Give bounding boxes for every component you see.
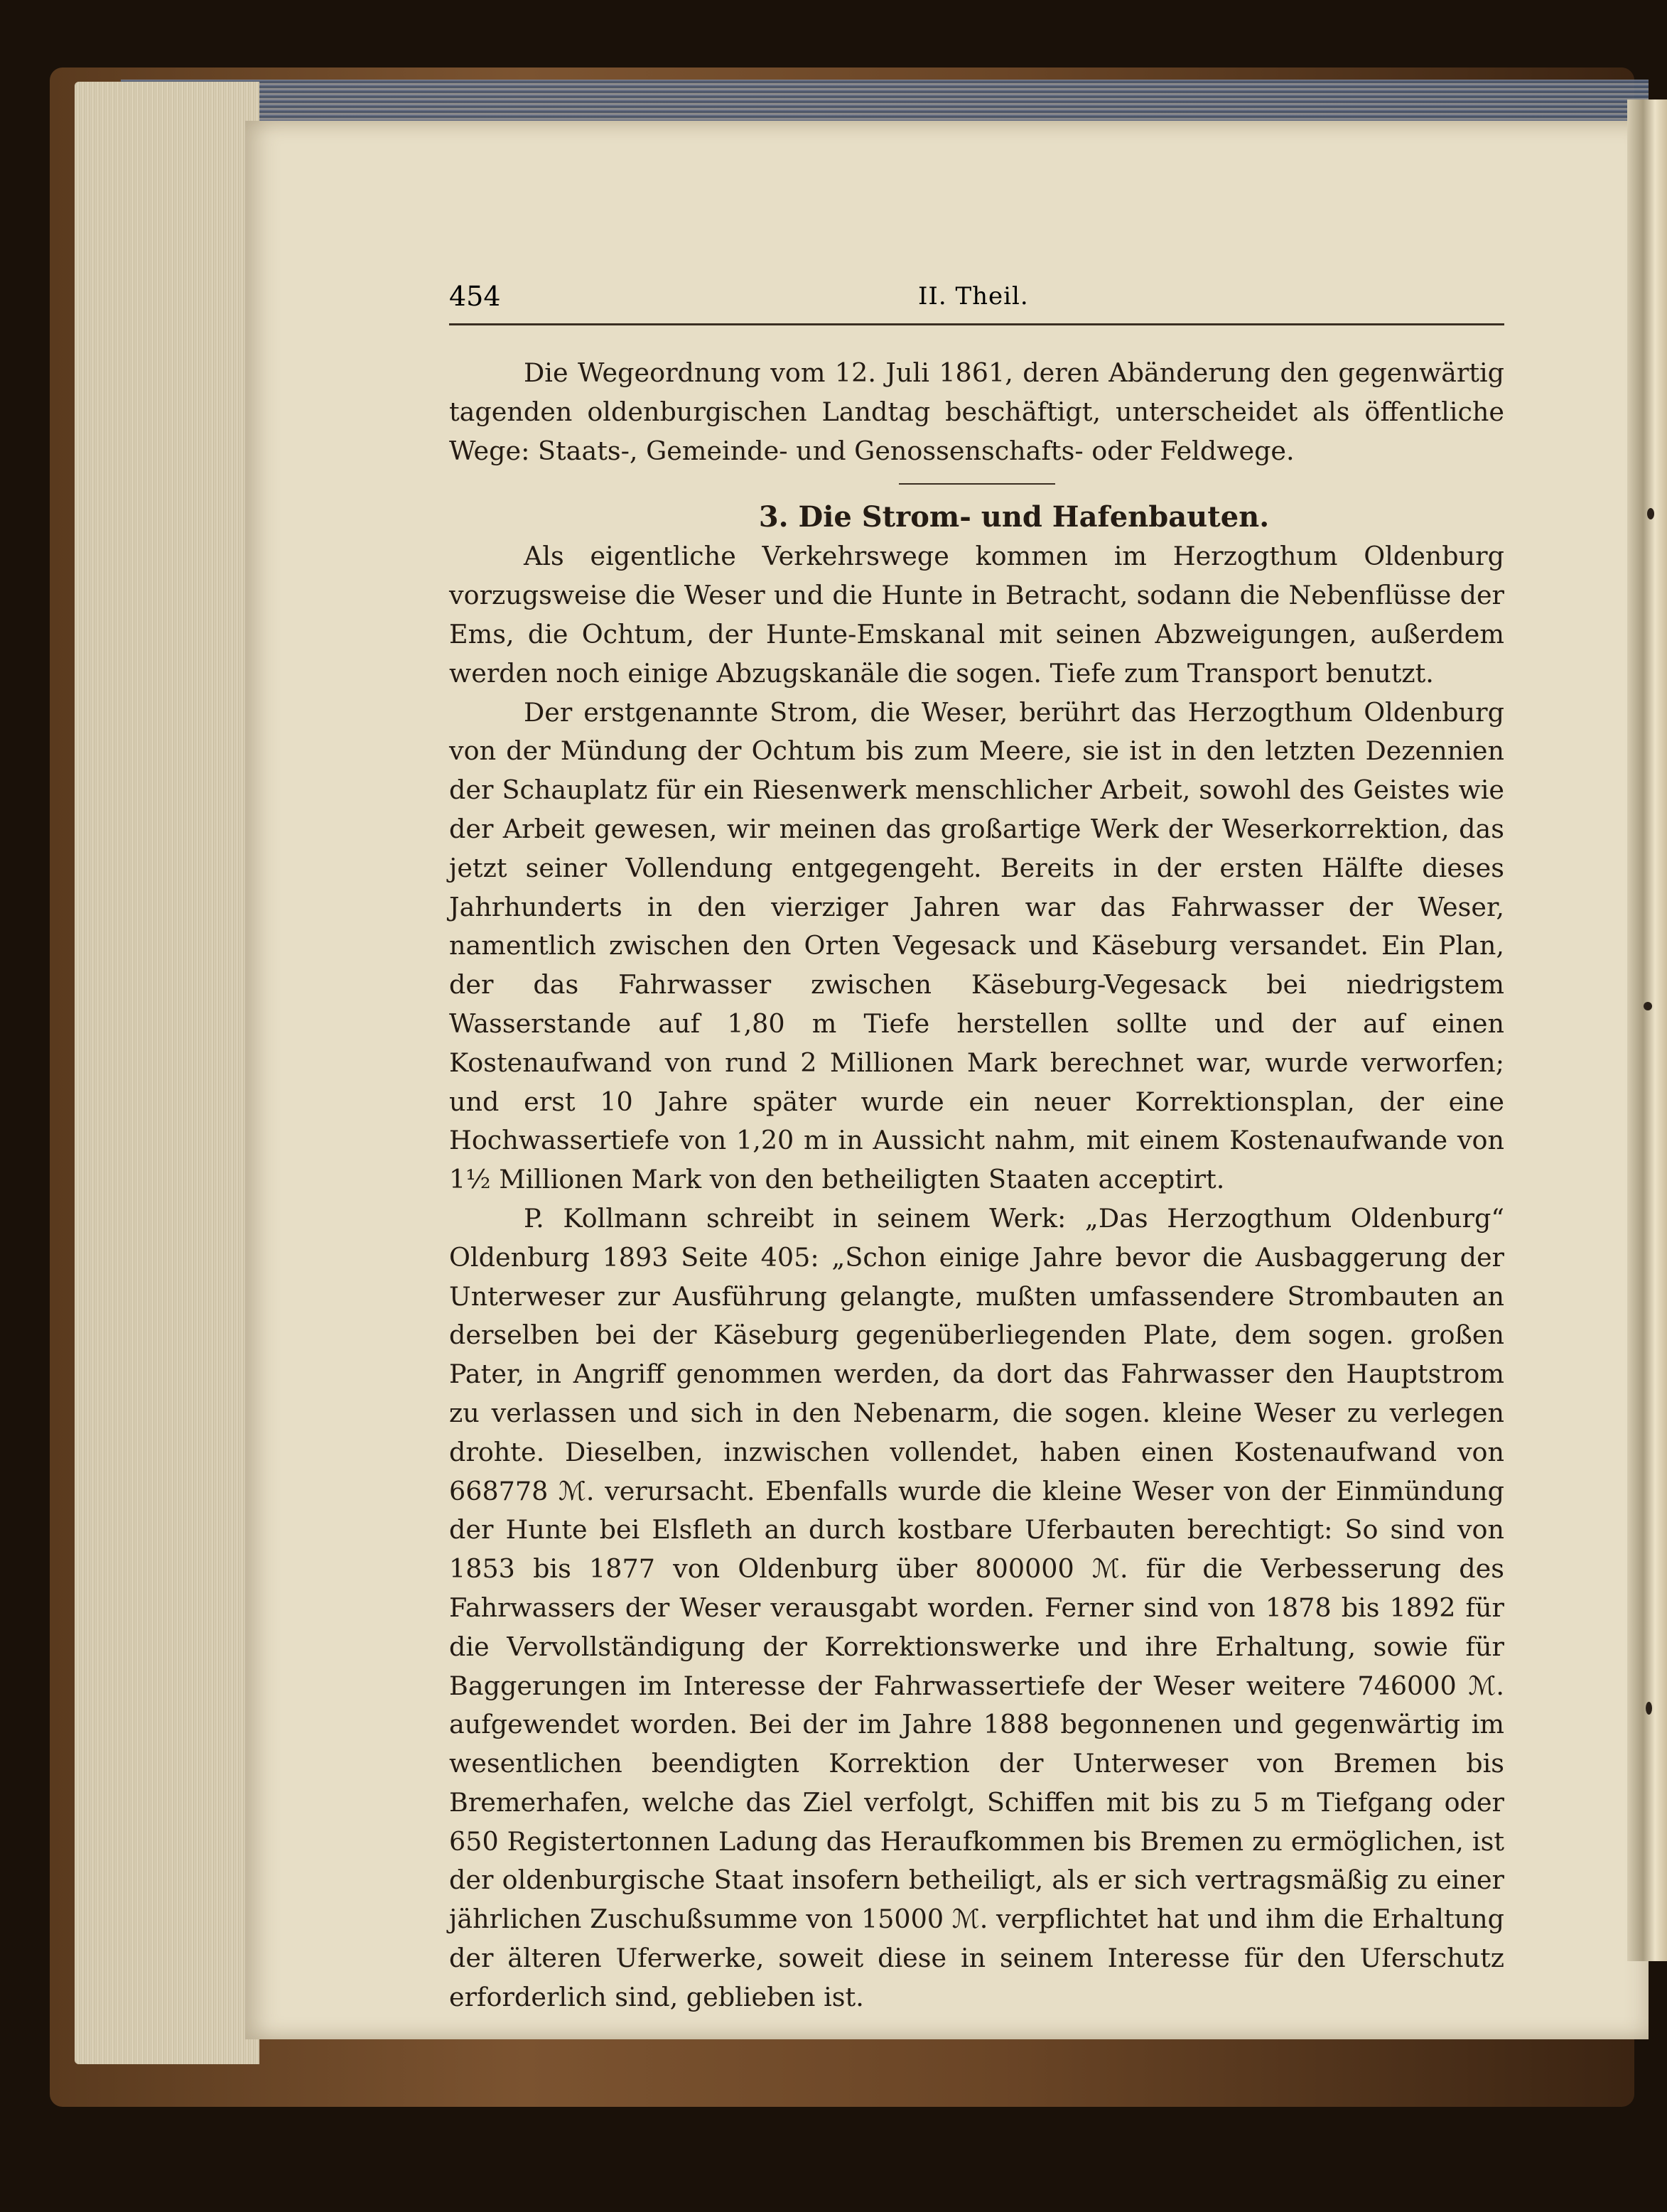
running-head: II. Theil.	[918, 282, 1029, 311]
page-header	[449, 281, 1504, 325]
section-title: 3. Die Strom- und Hafenbauten.	[758, 500, 1270, 534]
paragraph: Der erstgenannte Strom, die Weser, berührt das Herzogthum Oldenburg von der Mündung der Ochtum bis zum Meere, sie ist in den letzten Dezennien der Schauplatz für ein Riesenwerk menschlicher Arbeit, sowohl des Geistes wie der Arbeit gewesen, wir meinen das großartige Werk der Weserkorrektion, das jetzt seiner Vollendung entgegengeht. Bereits in der ersten Hälfte dieses Jahrhunderts in den vierziger Jahren war das Fahrwasser der Weser, namentlich zwischen den Orten Vegesack und Käseburg versandet. Ein Plan, der das Fahrwasser zwischen Käseburg-Vegesack bei niedrigstem Wasserstande auf 1,80 m Tiefe herstellen sollte und der auf einen Kostenaufwand von rund 2 Millionen Mark berechnet war, wurde verworfen; und erst 10 Jahre später wurde ein neuer Korrektionsplan, der eine Hochwassertiefe von 1,20 m in Aussicht nahm, mit einem Kostenaufwande von 1½ Millionen Mark von den betheiligten Staaten acceptirt.	[449, 696, 1504, 1195]
paragraph: Die Wegeordnung vom 12. Juli 1861, deren Abänderung den gegenwärtig tagenden oldenburgischen Landtag beschäftigt, unterscheidet als öffentliche Wege: Staats-, Gemeinde- und Genossenschafts- oder Feldwege.	[449, 357, 1504, 466]
stacked-page-edges	[75, 82, 259, 2064]
ink-speck	[1647, 508, 1654, 519]
ink-speck	[1646, 1702, 1652, 1715]
page-number: 454	[449, 281, 501, 312]
page-top-edges	[121, 80, 1649, 122]
paragraph: P. Kollmann schreibt in seinem Werk: „Das Herzogthum Oldenburg“ Oldenburg 1893 Seite 405: „Schon einige Jahre bevor die Ausbaggerung der Unterweser zur Ausführung gelangte, mußten umfassendere Strombauten an derselben bei der Käseburg gegenüberliegenden Plate, dem sogen. großen Pater, in Angriff genommen werden, da dort das Fahrwasser den Hauptstrom zu verlassen und sich in den Nebenarm, die sogen. kleine Weser zu verlegen drohte. Dieselben, inzwischen vollendet, haben einen Kostenaufwand von 668778 ℳ. verursacht. Ebenfalls wurde die kleine Weser von der Einmündung der Hunte bei Elsfleth an durch kostbare Uferbauten berechtigt: So sind von 1853 bis 1877 von Oldenburg über 800000 ℳ. für die Verbesserung des Fahrwassers der Weser verausgabt worden. Ferner sind von 1878 bis 1892 für die Vervollständigung der Korrektionswerke und ihre Erhaltung, sowie für Baggerungen im Interesse der Fahrwassertiefe der Weser weitere 746000 ℳ. aufgewendet worden. Bei der im Jahre 1888 begonnenen und gegenwärtig im wesentlichen beendigten Korrektion der Unterweser von Bremen bis Bremerhafen, welche das Ziel verfolgt, Schiffen mit bis zu 5 m Tiefgang oder 650 Registertonnen Ladung das Heraufkommen bis Bremen zu ermöglichen, ist der oldenburgische Staat insofern betheiligt, als er sich vertragsmäßig zu einer jährlichen Zuschußsumme von 15000 ℳ. verpflichtet hat und ihm die Erhaltung der älteren Uferwerke, soweit diese in seinem Interesse für den Uferschutz erforderlich sind, geblieben ist.	[449, 1202, 1504, 2012]
section-divider	[899, 483, 1055, 485]
paragraph: Als eigentliche Verkehrswege kommen im Herzogthum Oldenburg vorzugsweise die Weser und die Hunte in Betracht, sodann die Nebenflüsse der Ems, die Ochtum, der Hunte-Emskanal mit seinen Abzweigungen, außerdem werden noch einige Abzugskanäle die sogen. Tiefe zum Transport benutzt.	[449, 541, 1504, 689]
ink-speck	[1644, 1002, 1652, 1010]
page-body	[449, 354, 1504, 2017]
spine-fold	[1627, 99, 1667, 1961]
